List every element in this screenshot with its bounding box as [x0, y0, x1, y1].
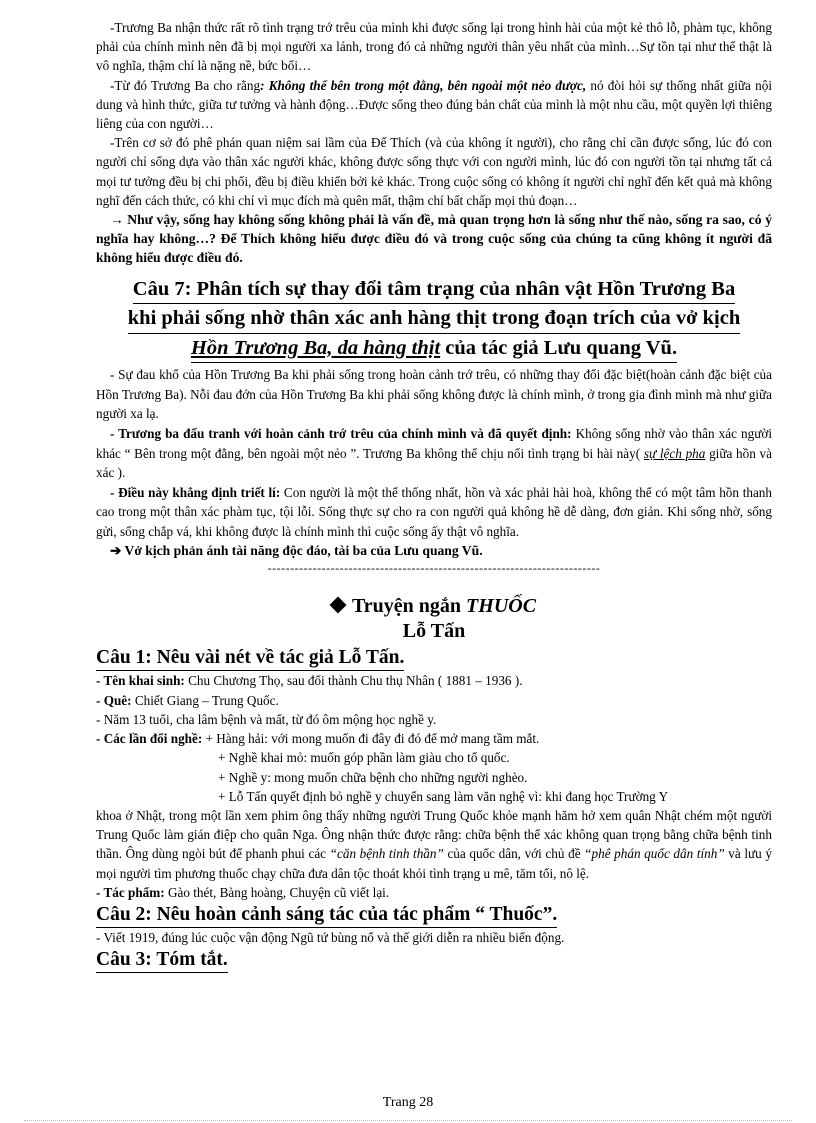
paragraph-4-conclusion — [96, 210, 772, 268]
story-title — [96, 593, 772, 619]
question-3-heading: Câu 3: Tóm tắt. — [96, 947, 228, 973]
p3-text: -Trên cơ sở đó phê phán quan niệm sai lầm của Đế Thích (và của không ít người), cho rằng chỉ cần được sống, lúc đó con người chỉ sống dựa vào thân xác người khác, không được sống thực với con người mình, lúc đó con người tồn tại nhưng tất cả mọi tư tưởng đều bị chi phối, đều bị điều khiển bởi kẻ khác. Trong cuộc sống có không ít người chỉ nghĩ đến kết quả mà không nghĩ đến cách thức, có khi chỉ vì mục đích mà quên mất, thậm chí bất chấp mọi thủ đoạn… — [96, 135, 772, 208]
question-2-wrap — [96, 902, 772, 928]
a2-italic: sự lệch pha — [643, 445, 706, 461]
section-separator: -------------------------------------------------------------------------- — [267, 561, 601, 576]
b7-em1: “căn bệnh tinh thần” — [329, 846, 444, 862]
q1-literature-rest — [96, 806, 772, 883]
q1-mining — [96, 748, 772, 767]
answer-7-point-2 — [96, 424, 772, 483]
paragraph-2 — [96, 76, 772, 134]
b4-text: + Hàng hải: với mong muốn đi đây đi đó để mở mang tầm mắt. — [202, 731, 540, 747]
p2-post: nó đòi hỏi sự thống nhất giữa nội dung và hình thức, giữa tư tưởng và hành động…Được sống theo đúng bản chất của mình là một nhu cầu, một quyền lợi thiêng liêng của con người… — [96, 77, 772, 132]
story-title-pre: Truyện ngắn — [351, 595, 467, 618]
q1-hometown — [96, 691, 772, 710]
b7-end: và lưu ý mọi người tìm phương thuốc chạy chữa đưa dân tộc thoát khỏi tình trạng u mê, tăm tối, nô lệ. — [96, 846, 772, 881]
b8-label: - Tác phẩm: — [96, 884, 165, 900]
b2-label: - Quê: — [96, 692, 132, 708]
p1-text: -Trương Ba nhận thức rất rõ tình trạng trớ trêu của mình khi được sống lại trong hình hài của một kẻ thô lỗ, phàm tục, không phải của chính mình nên đã bị mọi người xa lánh, trong đó cả những người thân yêu nhất của mình…Sự tồn tại như thế thật là vô nghĩa, thậm chí là nặng nề, bức bối… — [96, 20, 772, 74]
paragraph-3 — [96, 133, 772, 210]
answer-7-point-3 — [96, 483, 772, 542]
story-author: Lỗ Tấn — [402, 620, 466, 643]
a3-bold: - Điều này khẳng định triết lí: — [110, 484, 281, 500]
answer-7-conclusion — [96, 541, 772, 561]
q7-play-title: Hồn Trương Ba, da hàng thịt — [190, 336, 441, 359]
q1-birth-name — [96, 671, 772, 690]
q7-line-3-rest: của tác giả Lưu quang Vũ. — [440, 336, 678, 359]
b2-text: Chiết Giang – Trung Quốc. — [131, 692, 279, 708]
bottom-divider — [24, 1120, 792, 1121]
q2-answer — [96, 928, 772, 947]
b4-label: - Các lần đổi nghề: — [96, 731, 203, 747]
page-number: Trang 28 — [382, 1095, 434, 1110]
q1-literature-first — [96, 787, 772, 806]
p2-pre: -Từ đó Trương Ba cho rằng — [110, 77, 261, 93]
a2-pre: Không sống nhờ vào thân xác người khác “ Bên trong một đằng, bên ngoài một nẻo ”. Trương Ba không thể chịu nổi tình trạng bi hài này( — [96, 425, 772, 461]
a1-text: - Sự đau khổ của Hồn Trương Ba khi phải sống trong hoàn cảnh trớ trêu, có những thay đổi đặc biệt(hoàn cảnh đặc biệt của Hồn Trương Ba). Nỗi đau đớn của Hồn Trương Ba khi phải sống không được là chính mình, ở trong gia đình mình mà như giữa người xa lạ. — [96, 367, 772, 422]
q1-career-changes — [96, 729, 772, 748]
paragraph-1 — [96, 18, 772, 76]
answer-7-point-1 — [96, 365, 772, 424]
question-1-heading: Câu 1: Nêu vài nét về tác giả Lỗ Tấn. — [96, 645, 404, 671]
a2-post: giữa hồn và xác ). — [96, 445, 772, 481]
question-2-heading: Câu 2: Nêu hoàn cảnh sáng tác của tác phẩm “ Thuốc”. — [96, 902, 557, 928]
q7-line-3 — [191, 334, 677, 364]
story-title-name: THUỐC — [466, 595, 537, 618]
b6-text: + Nghề y: mong muốn chữa bệnh cho những người nghèo. — [218, 769, 528, 785]
b7-rest-pre: khoa ở Nhật, trong một lần xem phim ông thấy những người Trung Quốc khỏe mạnh hăm hở xem quân Nhật chém một người Trung Quốc làm gián điệp cho quân Nga. Ông nhận thức được rằng: chữa bệnh thể xác không quan trọng bằng chữa bệnh tinh thần. Ông dùng ngòi bút để phanh phui các — [96, 807, 772, 862]
b3-text: - Năm 13 tuổi, cha lâm bệnh và mất, từ đó ôm mộng học nghề y. — [96, 711, 437, 727]
diamond-bullet-icon — [329, 597, 346, 614]
b1-label: - Tên khai sinh: — [96, 673, 185, 689]
b1-text: Chu Chương Thọ, sau đổi thành Chu thụ Nhân ( 1881 – 1936 ). — [184, 673, 523, 689]
b5-text: + Nghề khai mỏ: muốn góp phần làm giàu cho tổ quốc. — [218, 750, 510, 766]
b8-text: Gào thét, Bàng hoàng, Chuyện cũ viết lại. — [164, 884, 390, 900]
q1-works — [96, 883, 772, 902]
c1-text: - Viết 1919, đúng lúc cuộc vận động Ngũ tứ bùng nổ và thế giới diễn ra nhiều biến động. — [96, 929, 565, 945]
p4-text: → Như vậy, sống hay không sống không phải là vấn đề, mà quan trọng hơn là sống như thế nào, sống ra sao, có ý nghĩa hay không…? Để Thích không hiểu được điều đó và trong cuộc sống của chúng ta cũng không ít người đã không hiểu được điều đó. — [96, 212, 772, 266]
q1-age-13 — [96, 710, 772, 729]
a4-text: ➔ Vở kịch phản ánh tài năng độc đáo, tài ba của Lưu quang Vũ. — [110, 543, 483, 559]
q7-line-2: khi phải sống nhờ thân xác anh hàng thịt trong đoạn trích của vở kịch — [128, 304, 740, 334]
b7-first: + Lỗ Tấn quyết định bỏ nghề y chuyển sang làm văn nghệ vì: khi đang học Trường Y — [218, 788, 669, 804]
p2-bold: : Không thể bên trong một đằng, bên ngoài một nẻo được, — [260, 77, 587, 93]
page-content — [96, 18, 772, 973]
q1-medicine — [96, 768, 772, 787]
b7-mid: của quốc dân, với chủ đề — [443, 846, 585, 862]
q7-line-1: Câu 7: Phân tích sự thay đổi tâm trạng của nhân vật Hồn Trương Ba — [133, 275, 735, 305]
b7-em2: “phê phán quốc dân tính” — [584, 846, 725, 862]
question-1-wrap — [96, 645, 772, 671]
a3-rest: Con người là một thể thống nhất, hồn và xác phải hài hoà, không thể có một tâm hồn thanh cao trong một thân xác phàm tục, tội lỗi. Sống thực sự cho ra con người quả không hề dễ dàng, đơn giản. Khi sống nhờ, sống gửi, sống chắp vá, khi không được là chính mình thì cuộc sống ấy thật vô nghĩa. — [96, 484, 772, 539]
question-7-heading — [96, 275, 772, 364]
a2-bold: - Trương ba đấu tranh với hoàn cảnh trớ trêu của chính mình và đã quyết định: — [110, 425, 572, 441]
question-3-wrap — [96, 947, 772, 973]
